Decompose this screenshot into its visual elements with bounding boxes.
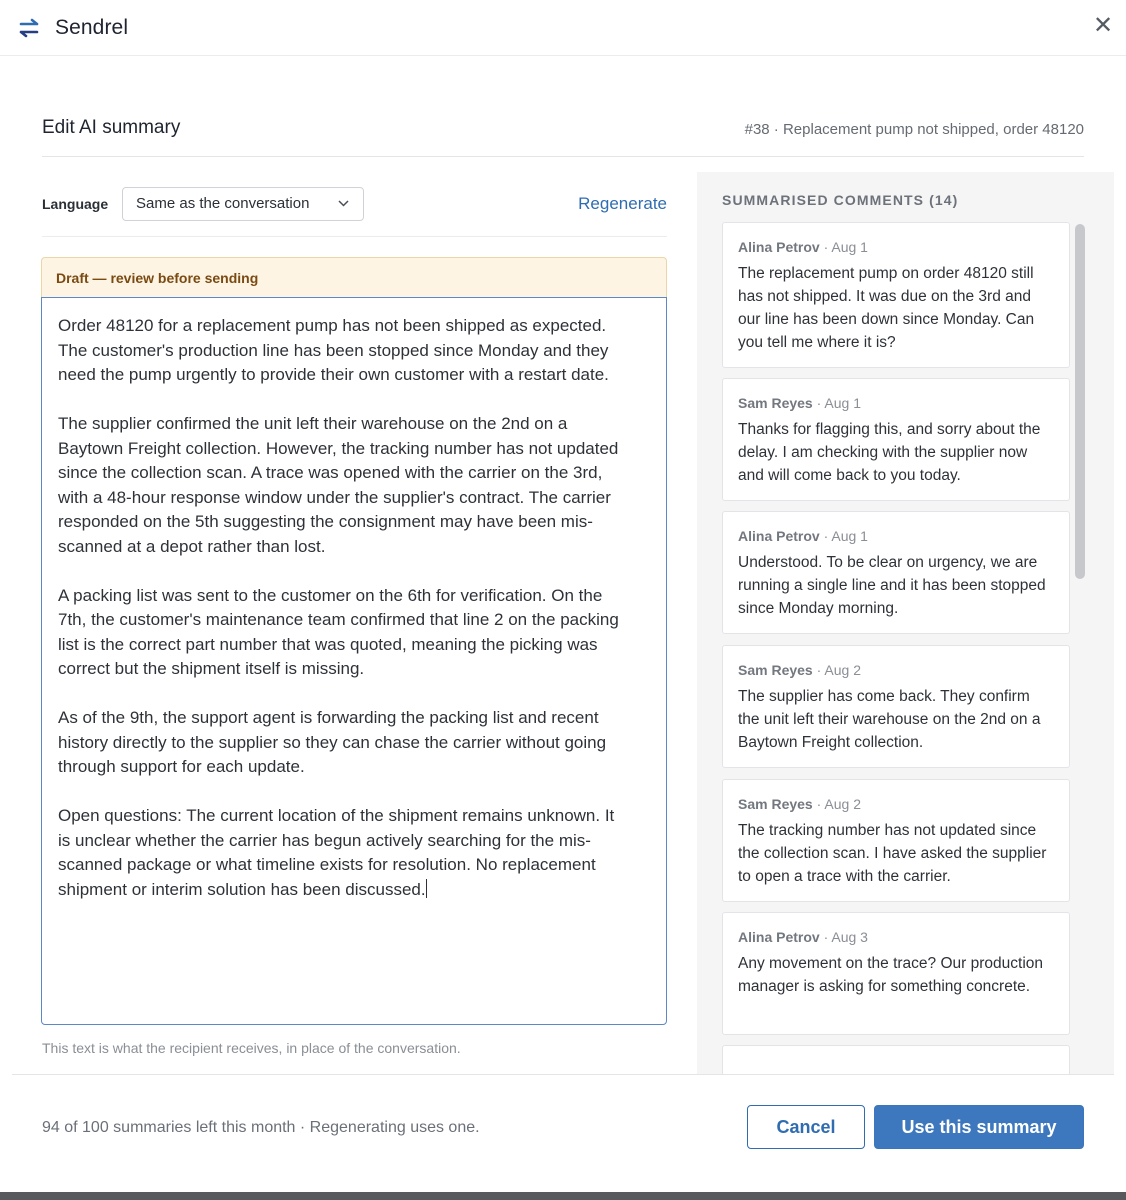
language-selected-value: Same as the conversation bbox=[136, 195, 310, 212]
comment-meta: Alina Petrov · Aug 1 bbox=[738, 528, 868, 544]
summary-text: Order 48120 for a replacement pump has not been shipped as expected. The customer's production line has been stopped since Monday and they need the pump urgently to provide their own customer with a restart date. The supplier confirmed the unit left their warehouse on the 2nd on a Baytown Freight collection. However, the tracking number has not updated since the collection scan. A trace was opened with the carrier on the 3rd, with a 48-hour response window under the supplier's contract. The carrier responded on the 5th suggesting the consignment may have been mis- scanned at a depot rather than lost. A packing list was sent to the customer on the 6th for verification. On the 7th, the customer's maintenance team confirmed that line 2 on the packing list is the correct part number that was quoted, meaning the picking was correct but the shipment itself is missing. As of the 9th, the support agent is forwarding the packing list and recent history directly to the supplier so they can chase the carrier without going through support for each update. Open questions: The current location of the shipment remains unknown. It is unclear whether the carrier has begun actively searching for the mis- scanned package or what timeline exists for resolution. No replacement shipment or interim solution has been discussed. bbox=[58, 316, 619, 899]
panel-heading: SUMMARISED COMMENTS (14) bbox=[722, 192, 959, 208]
comment-meta: Sam Reyes · Aug 1 bbox=[738, 395, 861, 411]
comment-card bbox=[722, 779, 1070, 902]
comment-author: Alina Petrov bbox=[738, 528, 820, 544]
chevron-down-icon bbox=[338, 200, 349, 207]
comment-body: The tracking number has not updated since the collection scan. I have asked the supplier to open a trace with the carrier. bbox=[738, 822, 1047, 885]
comment-date: Aug 1 bbox=[824, 395, 861, 411]
dialog-title: Edit AI summary bbox=[42, 117, 181, 138]
quota-text: 94 of 100 summaries left this month · Regenerating uses one. bbox=[42, 1119, 480, 1136]
comment-card bbox=[722, 511, 1070, 634]
comment-card bbox=[722, 378, 1070, 501]
comment-meta: Sam Reyes · Aug 2 bbox=[738, 796, 861, 812]
comment-card bbox=[722, 222, 1070, 368]
comment-card bbox=[722, 912, 1070, 1035]
comment-body: The replacement pump on order 48120 still has not shipped. It was due on the 3rd and our line has been down since Monday. Can you tell me where it is? bbox=[738, 265, 1035, 351]
comments-scrollbar[interactable] bbox=[1075, 224, 1085, 579]
comment-card-partial bbox=[722, 1045, 1070, 1075]
comment-body: The supplier has come back. They confirm the unit left their warehouse on the 2nd on a Baytown Freight collection. bbox=[738, 688, 1041, 751]
use-summary-button[interactable]: Use this summary bbox=[874, 1105, 1084, 1149]
app-name: Sendrel bbox=[55, 16, 129, 39]
header-divider bbox=[42, 156, 1084, 157]
comment-author: Alina Petrov bbox=[738, 239, 820, 255]
comment-author: Sam Reyes bbox=[738, 395, 813, 411]
swap-arrows-icon bbox=[18, 18, 40, 38]
summary-textarea[interactable] bbox=[41, 297, 667, 1025]
comment-body: Any movement on the trace? Our production manager is asking for something concrete. bbox=[738, 955, 1043, 995]
cancel-button[interactable]: Cancel bbox=[747, 1105, 865, 1149]
language-select[interactable] bbox=[122, 187, 364, 221]
top-bar bbox=[0, 0, 1126, 56]
comment-author: Sam Reyes bbox=[738, 796, 813, 812]
language-label: Language bbox=[42, 196, 109, 212]
toolbar-divider bbox=[42, 236, 667, 237]
comment-date: Aug 1 bbox=[831, 239, 868, 255]
regenerate-link[interactable]: Regenerate bbox=[578, 194, 667, 213]
close-icon[interactable]: ✕ bbox=[1092, 12, 1114, 39]
comment-body: Understood. To be clear on urgency, we are running a single line and it has been stopped since Monday morning. bbox=[738, 554, 1046, 617]
comment-date: Aug 3 bbox=[831, 929, 868, 945]
comment-body: Thanks for flagging this, and sorry about the delay. I am checking with the supplier now and will come back to you today. bbox=[738, 421, 1041, 484]
window-bottom-edge bbox=[0, 1192, 1126, 1200]
comment-meta: Sam Reyes · Aug 2 bbox=[738, 662, 861, 678]
comment-date: Aug 2 bbox=[824, 662, 861, 678]
ticket-reference: #38 · Replacement pump not shipped, order 48120 bbox=[744, 121, 1084, 138]
summarised-comments-panel bbox=[697, 172, 1114, 1075]
comment-card bbox=[722, 645, 1070, 768]
comment-author: Alina Petrov bbox=[738, 929, 820, 945]
text-cursor bbox=[426, 879, 427, 898]
comment-meta: Alina Petrov · Aug 1 bbox=[738, 239, 868, 255]
draft-banner: Draft — review before sending bbox=[41, 257, 667, 297]
comment-date: Aug 1 bbox=[831, 528, 868, 544]
helper-text: This text is what the recipient receives, in place of the conversation. bbox=[42, 1040, 461, 1056]
comment-date: Aug 2 bbox=[824, 796, 861, 812]
comment-meta: Alina Petrov · Aug 3 bbox=[738, 929, 868, 945]
footer-divider bbox=[12, 1074, 1114, 1075]
comment-author: Sam Reyes bbox=[738, 662, 813, 678]
